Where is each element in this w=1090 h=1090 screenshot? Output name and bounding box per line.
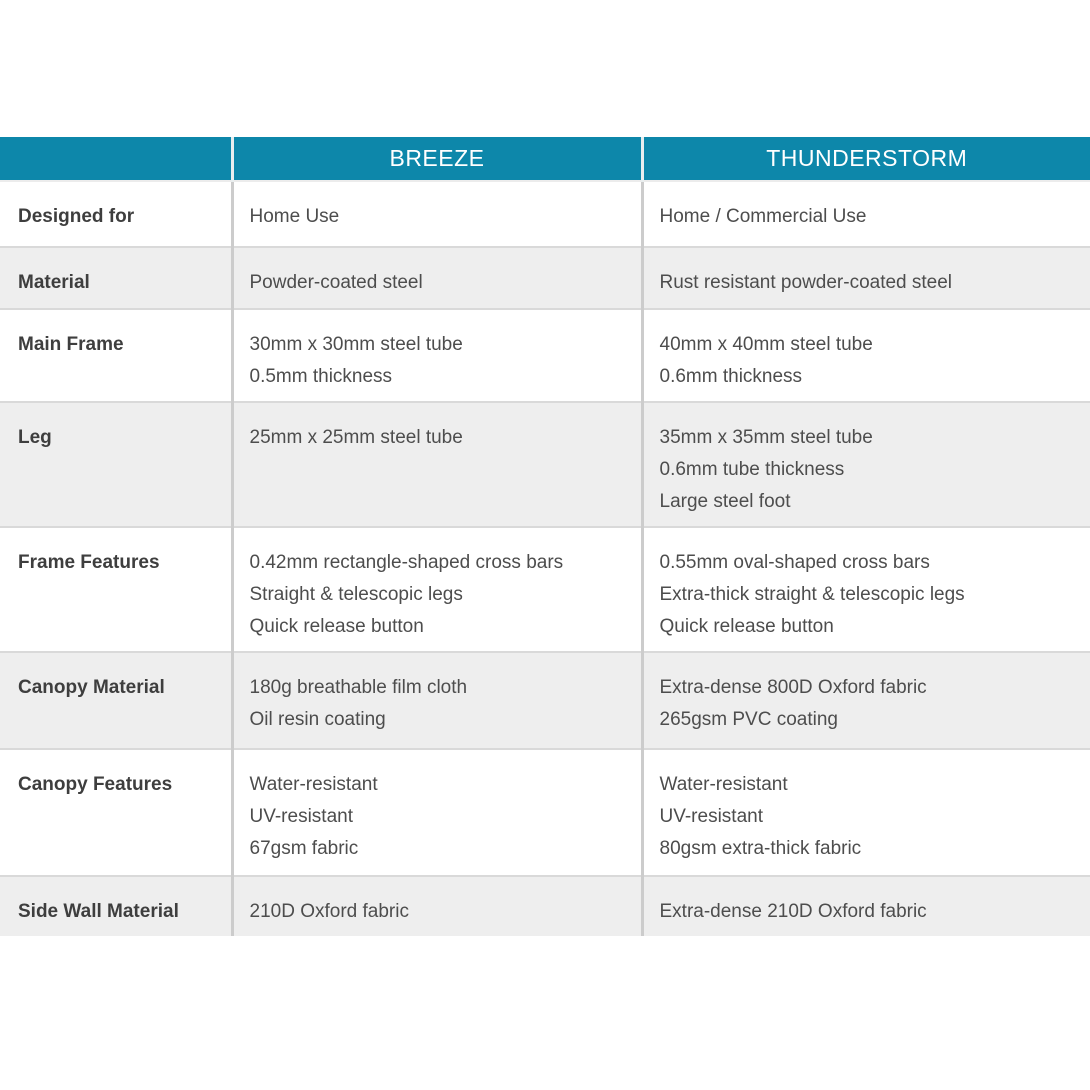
cell-line: Water-resistant (249, 774, 378, 795)
cell-line: 210D Oxford fabric (249, 901, 409, 922)
table-row-main-frame (0, 309, 1090, 402)
thunderstorm-value (642, 876, 1090, 936)
row-label: Canopy Features (0, 749, 232, 876)
cell-line: 25mm x 25mm steel tube (249, 427, 463, 448)
breeze-value (232, 527, 642, 652)
thunderstorm-value (642, 527, 1090, 652)
cell-line: 80gsm extra-thick fabric (659, 838, 862, 859)
thunderstorm-value (642, 749, 1090, 876)
thunderstorm-value (642, 309, 1090, 402)
cell-line: Quick release button (659, 616, 834, 637)
thunderstorm-value (642, 181, 1090, 247)
row-label: Leg (0, 402, 232, 527)
row-label: Canopy Material (0, 652, 232, 749)
cell-line: 265gsm PVC coating (659, 709, 838, 730)
cell-line: Oil resin coating (249, 709, 386, 730)
cell-line: Home / Commercial Use (659, 206, 867, 227)
cell-line: UV-resistant (659, 806, 763, 827)
cell-line: UV-resistant (249, 806, 353, 827)
cell-line: 0.5mm thickness (249, 366, 393, 387)
row-label: Designed for (0, 181, 232, 247)
cell-line: Extra-thick straight & telescopic legs (659, 584, 965, 605)
cell-line: Water-resistant (659, 774, 788, 795)
cell-line: 0.6mm tube thickness (659, 459, 845, 480)
thunderstorm-value (642, 247, 1090, 309)
cell-line: 40mm x 40mm steel tube (659, 334, 873, 355)
header-product-thunderstorm: THUNDERSTORM (642, 137, 1090, 181)
header-row (0, 137, 1090, 181)
cell-line: 0.42mm rectangle-shaped cross bars (249, 552, 564, 573)
thunderstorm-value (642, 402, 1090, 527)
breeze-value (232, 247, 642, 309)
table-row-leg (0, 402, 1090, 527)
cell-line: Powder-coated steel (249, 272, 423, 293)
table-row-frame-features (0, 527, 1090, 652)
breeze-value (232, 309, 642, 402)
row-label: Frame Features (0, 527, 232, 652)
cell-line: Rust resistant powder-coated steel (659, 272, 953, 293)
cell-line: 0.55mm oval-shaped cross bars (659, 552, 930, 573)
thunderstorm-value (642, 652, 1090, 749)
table-row-side-wall-material (0, 876, 1090, 936)
row-label: Main Frame (0, 309, 232, 402)
table-row-canopy-features (0, 749, 1090, 876)
row-label: Material (0, 247, 232, 309)
cell-line: Extra-dense 800D Oxford fabric (659, 677, 927, 698)
row-label: Side Wall Material (0, 876, 232, 936)
comparison-table (0, 137, 1090, 936)
cell-line: Straight & telescopic legs (249, 584, 463, 605)
breeze-value (232, 652, 642, 749)
cell-line: Home Use (249, 206, 340, 227)
table-row-material (0, 247, 1090, 309)
cell-line: Extra-dense 210D Oxford fabric (659, 901, 927, 922)
breeze-value (232, 402, 642, 527)
cell-line: 180g breathable film cloth (249, 677, 468, 698)
header-product-breeze: BREEZE (232, 137, 642, 181)
cell-line: 0.6mm thickness (659, 366, 803, 387)
breeze-value (232, 876, 642, 936)
breeze-value (232, 749, 642, 876)
cell-line: Quick release button (249, 616, 424, 637)
cell-line: 67gsm fabric (249, 838, 359, 859)
header-empty-cell (0, 137, 232, 181)
cell-line: 30mm x 30mm steel tube (249, 334, 463, 355)
breeze-value (232, 181, 642, 247)
cell-line: 35mm x 35mm steel tube (659, 427, 873, 448)
table-row-designed-for (0, 181, 1090, 247)
table-row-canopy-material (0, 652, 1090, 749)
cell-line: Large steel foot (659, 491, 791, 512)
